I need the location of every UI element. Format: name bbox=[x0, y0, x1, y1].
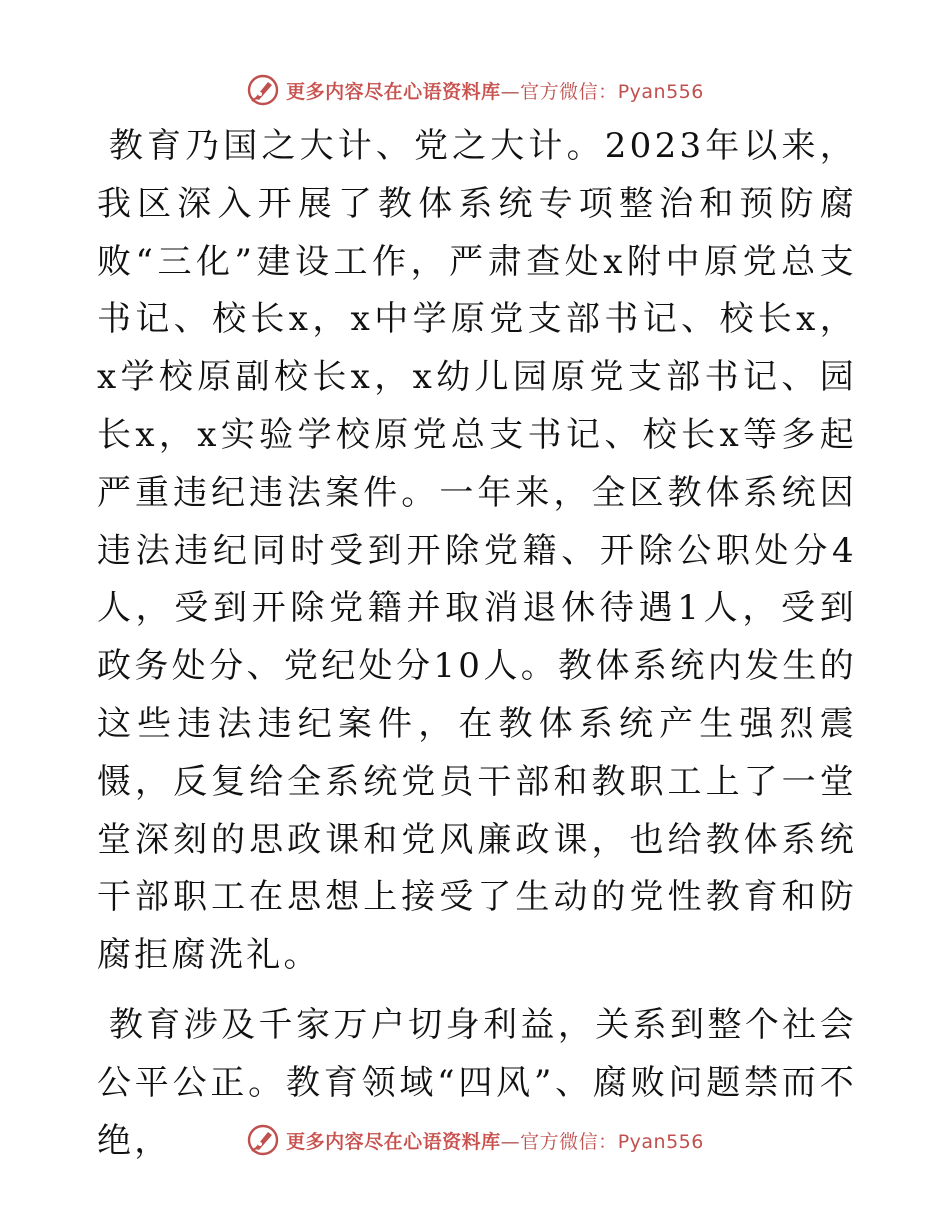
watermark-text bbox=[286, 77, 704, 104]
paragraph-2: 教育涉及千家万户切身利益，关系到整个社会公平公正。教育领域“四风”、腐败问题禁而不绝， bbox=[97, 1004, 857, 1161]
header-watermark bbox=[0, 70, 950, 110]
watermark-wechat-id: Pyan556 bbox=[617, 1130, 704, 1153]
watermark-site: 更多内容尽在心语资料库 bbox=[286, 80, 501, 103]
pen-nib-circle-icon bbox=[246, 73, 280, 107]
watermark-wechat-label: 官方微信： bbox=[520, 80, 618, 103]
footer-watermark bbox=[0, 1120, 950, 1160]
watermark-text bbox=[286, 1127, 704, 1154]
watermark-separator: — bbox=[500, 1130, 521, 1153]
watermark-site: 更多内容尽在心语资料库 bbox=[286, 1130, 501, 1153]
watermark-wechat-id: Pyan556 bbox=[617, 80, 704, 103]
watermark-separator: — bbox=[500, 80, 521, 103]
watermark-wechat-label: 官方微信： bbox=[520, 1130, 618, 1153]
paragraph-1: 教育乃国之大计、党之大计。2023年以来，我区深入开展了教体系统专项整治和预防腐败“三化”建设工作，严肃查处x附中原党总支书记、校长x，x中学原党支部书记、校长x，x学校原副校长x，x幼儿园原党支部书记、园长x，x实验学校原党总支书记、校长x等多起严重违纪违法案件。一年来，全区教体系统因违法违纪同时受到开除党籍、开除公职处分4人，受到开除党籍并取消退休待遇1人，受到政务处分、党纪处分10人。教体系统内发生的这些违法违纪案件，在教体系统产生强烈震慑，反复给全系统党员干部和教职工上了一堂堂深刻的思政课和党风廉政课，也给教体系统干部职工在思想上接受了生动的党性教育和防腐拒腐洗礼。 bbox=[97, 126, 857, 976]
pen-nib-circle-icon bbox=[246, 1123, 280, 1157]
document-body bbox=[97, 118, 857, 1170]
